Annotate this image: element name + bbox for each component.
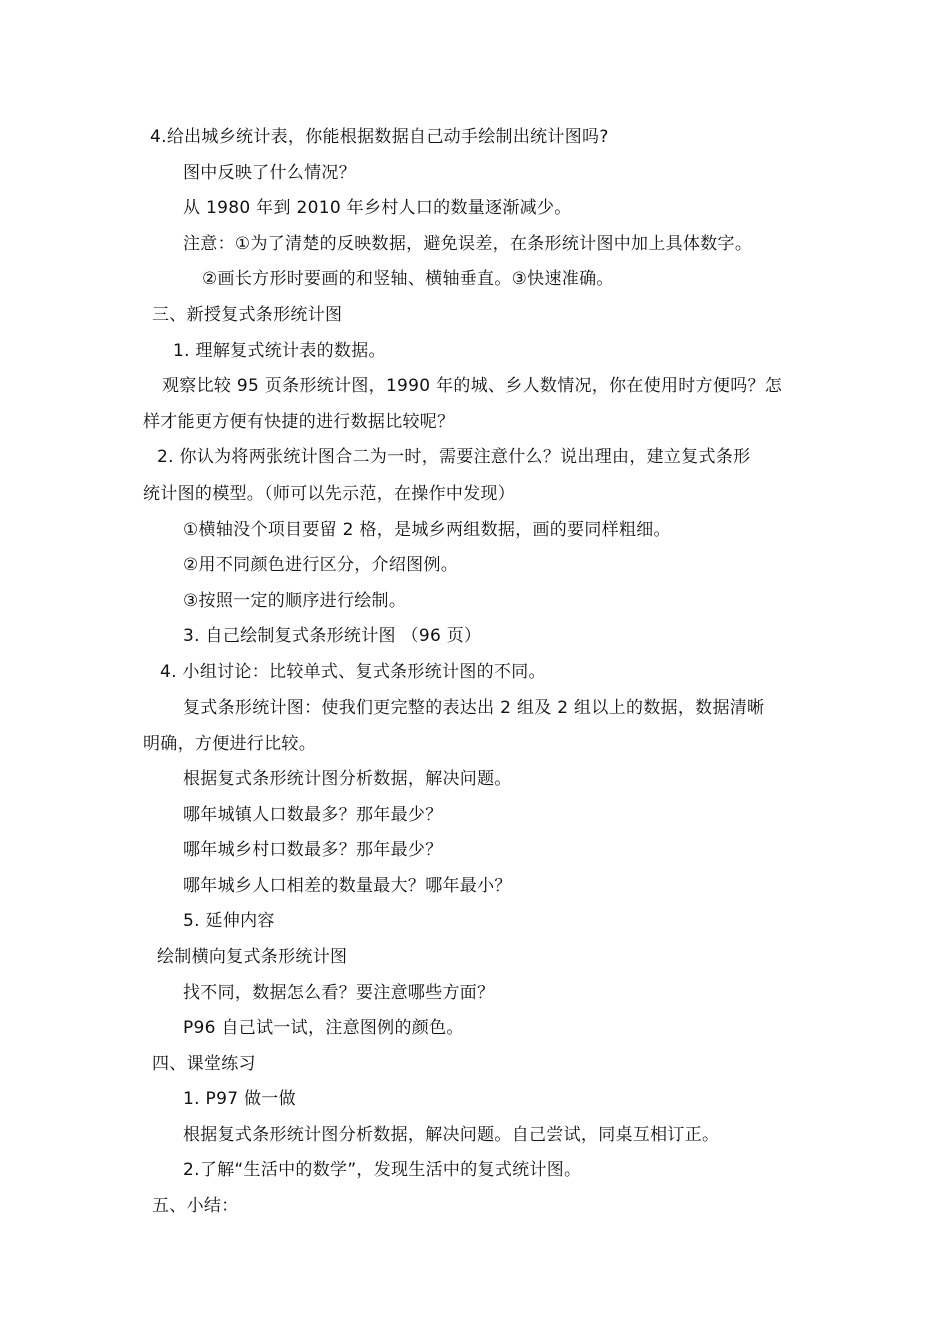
text-line: ②画长方形时要画的和竖轴、横轴垂直。③快速准确。 [202, 269, 614, 289]
text-line: 根据复式条形统计图分析数据，解决问题。自己尝试，同桌互相订正。 [183, 1125, 720, 1145]
text-line: 1. P97 做一做 [183, 1089, 296, 1109]
section-heading: 三、新授复式条形统计图 [152, 305, 343, 325]
text-line: 明确，方便进行比较。 [143, 734, 316, 754]
text-line: 观察比较 95 页条形统计图，1990 年的城、乡人数情况，你在使用时方便吗？怎 [162, 376, 783, 396]
text-line: 4.给出城乡统计表，你能根据数据自己动手绘制出统计图吗? [150, 127, 609, 147]
text-line: 统计图的模型。（师可以先示范，在操作中发现） [143, 484, 516, 504]
text-line: P96 自己试一试，注意图例的颜色。 [183, 1018, 464, 1038]
text-line: 5. 延伸内容 [183, 911, 275, 931]
text-line: 找不同，数据怎么看？要注意哪些方面？ [183, 983, 495, 1003]
text-line: 样才能更方便有快捷的进行数据比较呢？ [143, 412, 455, 432]
text-line: 从 1980 年到 2010 年乡村人口的数量逐渐减少。 [183, 198, 572, 218]
text-line: 哪年城乡人口相差的数量最大？哪年最小？ [183, 876, 512, 896]
text-line: 注意：①为了清楚的反映数据，避免误差，在条形统计图中加上具体数字。 [183, 234, 753, 254]
text-line: 图中反映了什么情况？ [183, 163, 356, 183]
text-line: 3. 自己绘制复式条形统计图 （96 页） [183, 626, 482, 646]
text-line: 2. 你认为将两张统计图合二为一时，需要注意什么？说出理由，建立复式条形 [157, 447, 751, 467]
text-line: 复式条形统计图：使我们更完整的表达出 2 组及 2 组以上的数据，数据清晰 [183, 698, 765, 718]
section-heading: 四、课堂练习 [152, 1054, 256, 1074]
text-line: 哪年城镇人口数最多？那年最少？ [183, 805, 443, 825]
section-heading: 五、小结： [152, 1196, 239, 1216]
text-line: 4. 小组讨论：比较单式、复式条形统计图的不同。 [160, 662, 546, 682]
text-line: 2.了解“生活中的数学”，发现生活中的复式统计图。 [183, 1160, 582, 1180]
text-line: ①横轴没个项目要留 2 格，是城乡两组数据，画的要同样粗细。 [183, 520, 671, 540]
text-line: 绘制横向复式条形统计图 [157, 947, 348, 967]
text-line: 根据复式条形统计图分析数据，解决问题。 [183, 769, 512, 789]
text-line: ③按照一定的顺序进行绘制。 [183, 591, 407, 611]
text-line: ②用不同颜色进行区分，介绍图例。 [183, 555, 459, 575]
text-line: 哪年城乡村口数最多？那年最少？ [183, 840, 443, 860]
text-line: 1. 理解复式统计表的数据。 [173, 341, 386, 361]
